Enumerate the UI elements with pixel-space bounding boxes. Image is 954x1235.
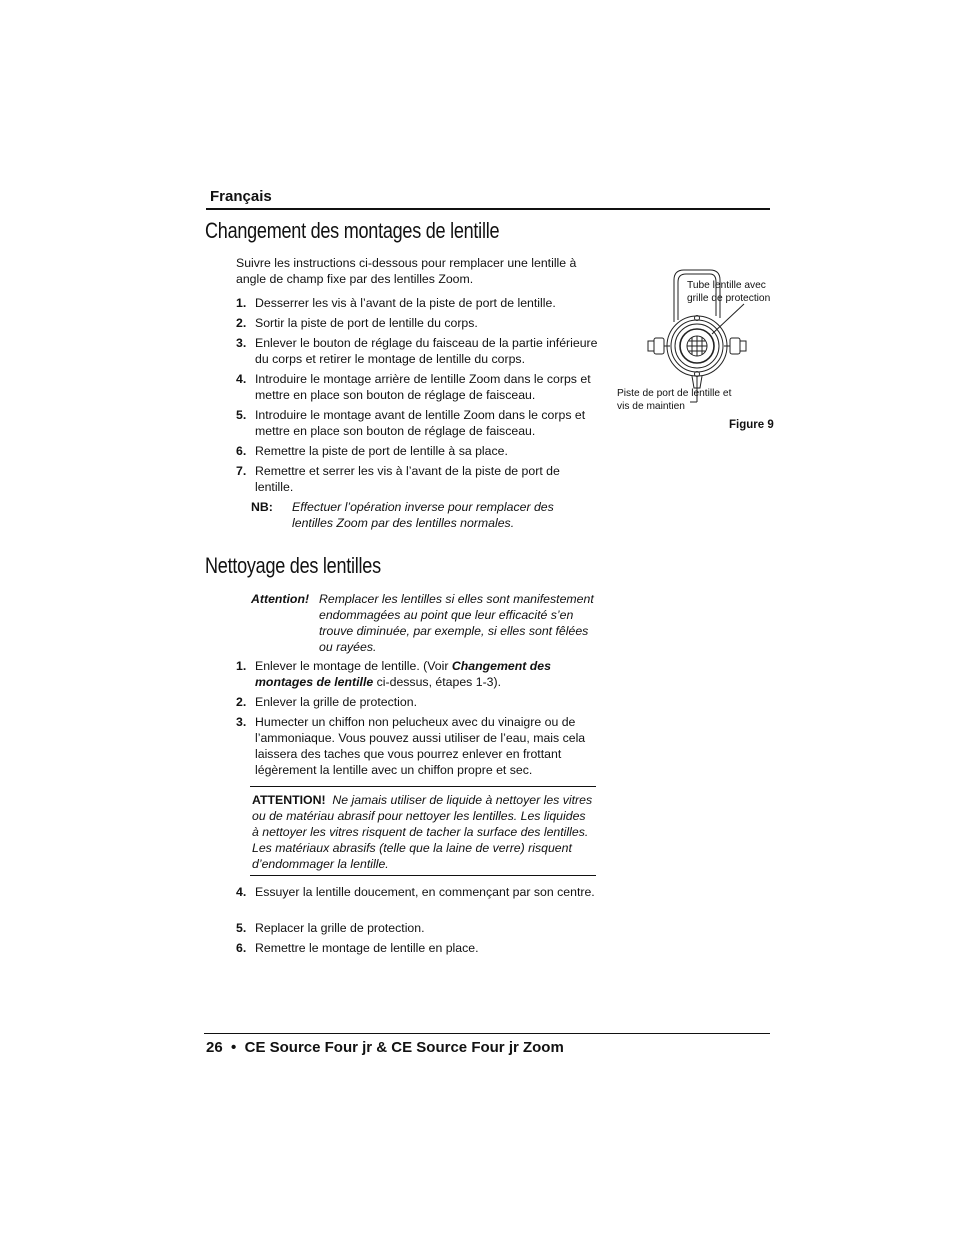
step-number: 5.: [236, 408, 247, 422]
step-text: [255, 658, 600, 690]
step-number: 2.: [236, 316, 247, 330]
step-text-tail: ci-dessus, étapes 1-3).: [373, 675, 502, 689]
step-text: Sortir la piste de port de lentille du corps.: [255, 316, 478, 330]
warning-rule-bottom: [250, 875, 596, 876]
figure-label-lens-track: Piste de port de lentille et vis de maintien: [617, 388, 732, 412]
step-number: 1.: [236, 659, 247, 673]
step-number: 4.: [236, 885, 247, 899]
step-text: Humecter un chiffon non pelucheux avec du vinaigre ou de l’ammoniaque. Vous pouvez aussi utiliser de l’eau, mais cela laissera des taches que vous pourrez enlever en frottant légèrement la lentille avec un chiffon propre et sec.: [255, 715, 586, 777]
warning-box: [252, 792, 594, 872]
header-rule: [206, 208, 770, 210]
step-number: 5.: [236, 921, 247, 935]
step-text: Remettre la piste de port de lentille à sa place.: [255, 444, 508, 458]
step-number: 3.: [236, 715, 247, 729]
figure-caption: Figure 9: [729, 419, 774, 431]
step-number: 2.: [236, 695, 247, 709]
step-text: Replacer la grille de protection.: [255, 921, 425, 935]
section-title-lens-cleaning: Nettoyage des lentilles: [205, 553, 381, 578]
section-title-lens-change: Changement des montages de lentille: [205, 218, 500, 243]
intro-paragraph: Suivre les instructions ci-dessous pour remplacer une lentille à angle de champ fixe par des lentilles Zoom.: [236, 256, 577, 286]
step-text: Introduire le montage avant de lentille Zoom dans le corps et mettre en place son bouton de réglage de faisceau.: [255, 408, 586, 438]
step-number: 1.: [236, 296, 247, 310]
page-footer: 26 • CE Source Four jr & CE Source Four jr Zoom: [206, 1039, 564, 1056]
figure-label-lens-tube: Tube lentille avec grille de protection: [687, 280, 771, 304]
step-text: Remettre et serrer les vis à l’avant de la piste de port de lentille.: [255, 464, 560, 494]
section-language-header: Français: [210, 188, 272, 205]
attention-text: Remplacer les lentilles si elles sont manifestement endommagées au point que leur efficacité s’en trouve diminuée, par exemple, si elles sont fêlées ou rayées.: [319, 592, 594, 654]
step-number: 6.: [236, 444, 247, 458]
note-label: NB:: [251, 500, 273, 514]
cross-reference-link: Changement des montages de lentille: [255, 659, 551, 689]
attention-label: Attention!: [251, 592, 310, 606]
step-number: 4.: [236, 372, 247, 386]
warning-text: Ne jamais utiliser de liquide à nettoyer les vitres ou de matériau abrasif pour nettoyer les lentilles. Les liquides à nettoyer les vitres risquent de tacher la surface des lentilles. Les matériaux abrasifs (telle que la laine de verre) risquent d’endommager la lentille.: [252, 793, 593, 871]
step-text: Enlever la grille de protection.: [255, 695, 417, 709]
step-text: Enlever le bouton de réglage du faisceau de la partie inférieure du corps et retirer le montage de lentille du corps.: [255, 336, 598, 366]
footer-rule: [204, 1033, 770, 1034]
warning-rule-top: [250, 786, 596, 787]
step-text: Introduire le montage arrière de lentille Zoom dans le corps et mettre en place son bouton de réglage de faisceau.: [255, 372, 591, 402]
step-number: 7.: [236, 464, 247, 478]
step-text: Desserrer les vis à l’avant de la piste de port de lentille.: [255, 296, 556, 310]
step-text: Essuyer la lentille doucement, en commençant par son centre.: [255, 885, 595, 899]
warning-label: ATTENTION!: [252, 793, 326, 807]
step-text-lead: Enlever le montage de lentille. (Voir: [255, 659, 452, 673]
step-text: Remettre le montage de lentille en place.: [255, 941, 479, 955]
note-text: Effectuer l’opération inverse pour remplacer des lentilles Zoom par des lentilles normales.: [292, 500, 554, 530]
step-number: 3.: [236, 336, 247, 350]
step-number: 6.: [236, 941, 247, 955]
